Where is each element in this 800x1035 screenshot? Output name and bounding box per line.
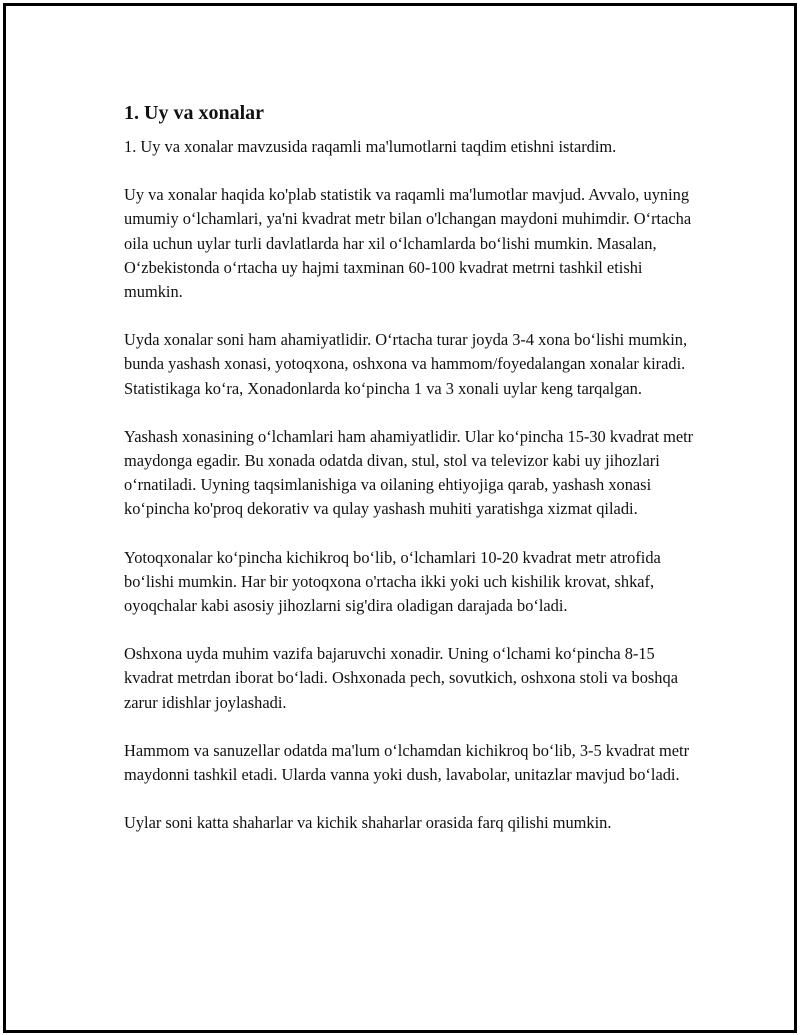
paragraph-house-size: Uy va xonalar haqida ko'plab statistik va raqamli ma'lumotlar mavjud. Avvalo, uyning umumiy o‘lchamlari, ya'ni kvadrat metr bilan o'lchangan maydoni muhimdir. O‘rtacha oila uchun uylar turli davlatlarda har xil o‘lchamlarda bo‘lishi mumkin. Masalan, O‘zbekistonda o‘rtacha uy hajmi taxminan 60-100 kvadrat metrni tashkil etishi mumkin. [124, 185, 692, 302]
paragraph-cities: Uylar soni katta shaharlar va kichik shaharlar orasida farq qilishi mumkin. [124, 813, 612, 833]
page-frame [3, 3, 797, 1033]
paragraph-bathrooms: Hammom va sanuzellar odatda ma'lum o‘lchamdan kichikroq bo‘lib, 3-5 kvadrat metr maydonni tashkil etadi. Ularda vanna yoki dush, lavabolar, unitazlar mavjud bo‘ladi. [124, 740, 690, 785]
paragraph-intro: 1. Uy va xonalar mavzusida raqamli ma'lumotlarni taqdim etishni istardim. [124, 137, 617, 156]
paragraph-kitchen: Oshxona uyda muhim vazifa bajaruvchi xonadir. Uning o‘lchami ko‘pincha 8-15 kvadrat metrdan iborat bo‘ladi. Oshxonada pech, sovutkich, oshxona stoli va boshqa zarur idishlar joylashadi. [124, 644, 678, 712]
document-body [124, 100, 699, 859]
paragraph-room-count: Uyda xonalar soni ham ahamiyatlidir. O‘rtacha turar joyda 3-4 xona bo‘lishi mumkin, bunda yashash xonasi, yotoqxona, oshxona va hammom/foyedalangan xonalar kiradi. Statistikaga ko‘ra, Xonadonlarda ko‘pincha 1 va 3 xonali uylar keng tarqalgan. [124, 330, 688, 398]
paragraph-bedrooms: Yotoqxonalar ko‘pincha kichikroq bo‘lib, o‘lchamlari 10-20 kvadrat metr atrofida bo‘lishi mumkin. Har bir yotoqxona o'rtacha ikki yoki uch kishilik krovat, shkaf, oyoqchalar kabi asosiy jihozlarni sig'dira oladigan darajada bo‘ladi. [124, 547, 661, 616]
section-heading: 1. Uy va xonalar [124, 102, 264, 124]
paragraph-living-room: Yashash xonasining o‘lchamlari ham ahamiyatlidir. Ular ko‘pincha 15-30 kvadrat metr maydonga egadir. Bu xonada odatda divan, stul, stol va televizor kabi uy jihozlari o‘rnatiladi. Uyning taqsimlanishiga va oilaning ehtiyojiga qarab, yashash xonasi ko‘pincha ko'proq dekorativ va qulay yashash muhiti yaratishga xizmat qiladi. [124, 426, 694, 519]
